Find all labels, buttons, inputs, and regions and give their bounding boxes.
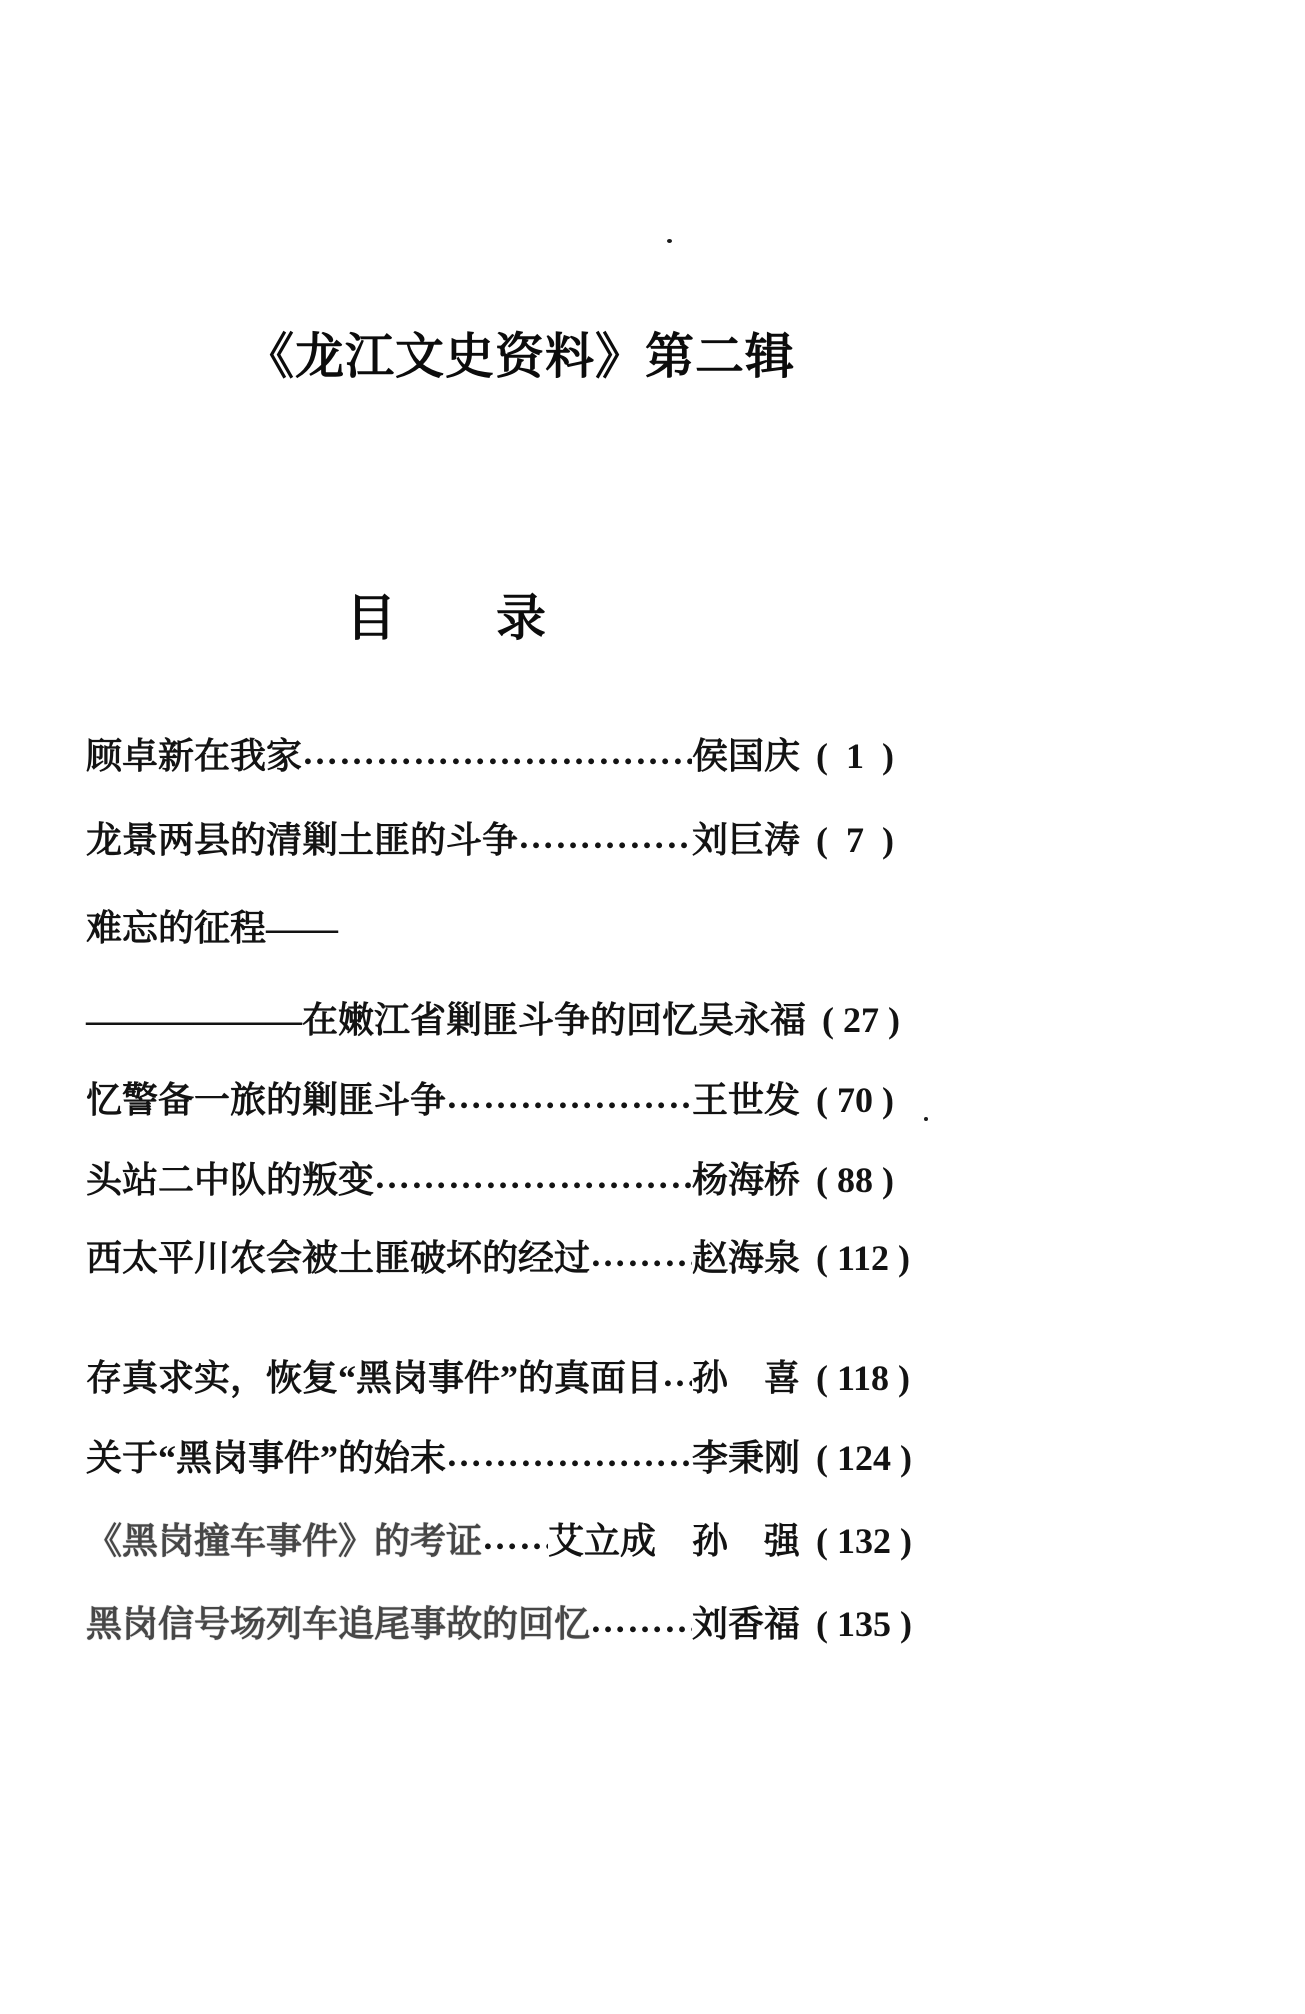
entry-page-number: ( 135 ) (816, 1604, 912, 1644)
scan-artifact (667, 239, 672, 243)
entry-title: 《黑岗撞车事件》的考证 (86, 1521, 483, 1561)
entry-author: 艾立成 孙 强 (547, 1521, 800, 1561)
dot-leader (446, 1075, 692, 1117)
dot-leader (482, 1516, 548, 1558)
entry-title: 关于“黑岗事件”的始末 (86, 1438, 447, 1478)
dot-leader (590, 1233, 692, 1275)
entry-title: 忆警备一旅的剿匪斗争 (86, 1080, 447, 1120)
entry-author: 刘香福 (691, 1604, 800, 1644)
entry-author: 吴永福 (698, 1000, 807, 1040)
entry-author: 孙 喜 (691, 1358, 800, 1398)
entry-author: 杨海桥 (691, 1160, 800, 1200)
toc-entry (86, 900, 934, 951)
entry-page-number: ( 118 ) (816, 1358, 910, 1398)
dot-leader (518, 815, 692, 857)
entry-title: ——————在嫩江省剿匪斗争的回忆 (86, 1000, 699, 1040)
dot-leader (662, 1353, 692, 1395)
entry-author: 王世发 (691, 1080, 800, 1120)
toc-entry (86, 1072, 934, 1123)
entry-page-number: ( 124 ) (816, 1438, 912, 1478)
entry-page-number: ( 88 ) (816, 1160, 894, 1200)
entry-author: 刘巨涛 (691, 820, 800, 860)
toc-entry (86, 1430, 934, 1481)
toc-entry (86, 1513, 934, 1564)
entry-title: 黑岗信号场列车追尾事故的回忆 (86, 1604, 591, 1644)
scan-artifact (924, 1117, 928, 1121)
entry-page-number: ( 112 ) (816, 1238, 910, 1278)
toc-entry (86, 1596, 934, 1647)
entry-page-number: ( 132 ) (816, 1521, 912, 1561)
dot-leader (374, 1155, 692, 1197)
entry-author: 赵海泉 (691, 1238, 800, 1278)
entry-page-number: ( 7 ) (816, 820, 894, 860)
toc-entry (86, 1230, 934, 1281)
entry-title: 难忘的征程—— (86, 908, 339, 948)
entry-title: 存真求实，恢复“黑岗事件”的真面目 (86, 1358, 663, 1398)
toc-entry (86, 728, 934, 779)
dot-leader (446, 1433, 692, 1475)
entry-title: 顾卓新在我家 (86, 736, 303, 776)
dot-leader (302, 731, 692, 773)
toc-entry (86, 1350, 934, 1401)
entry-page-number: ( 1 ) (816, 736, 894, 776)
entry-page-number: ( 70 ) (816, 1080, 894, 1120)
entry-page-number: ( 27 ) (822, 1000, 901, 1040)
toc-entry (86, 992, 934, 1043)
entry-title: 头站二中队的叛变 (86, 1160, 375, 1200)
dot-leader (590, 1599, 692, 1641)
entry-author: 侯国庆 (691, 736, 800, 776)
toc-heading: 目 录 (346, 590, 546, 646)
toc-entry (86, 812, 934, 863)
page-title: 《龙江文史资料》第二辑 (245, 329, 796, 384)
entry-author: 李秉刚 (691, 1438, 800, 1478)
entry-title: 西太平川农会被土匪破坏的经过 (86, 1238, 591, 1278)
entry-title: 龙景两县的清剿土匪的斗争 (86, 820, 519, 860)
toc-entry (86, 1152, 934, 1203)
